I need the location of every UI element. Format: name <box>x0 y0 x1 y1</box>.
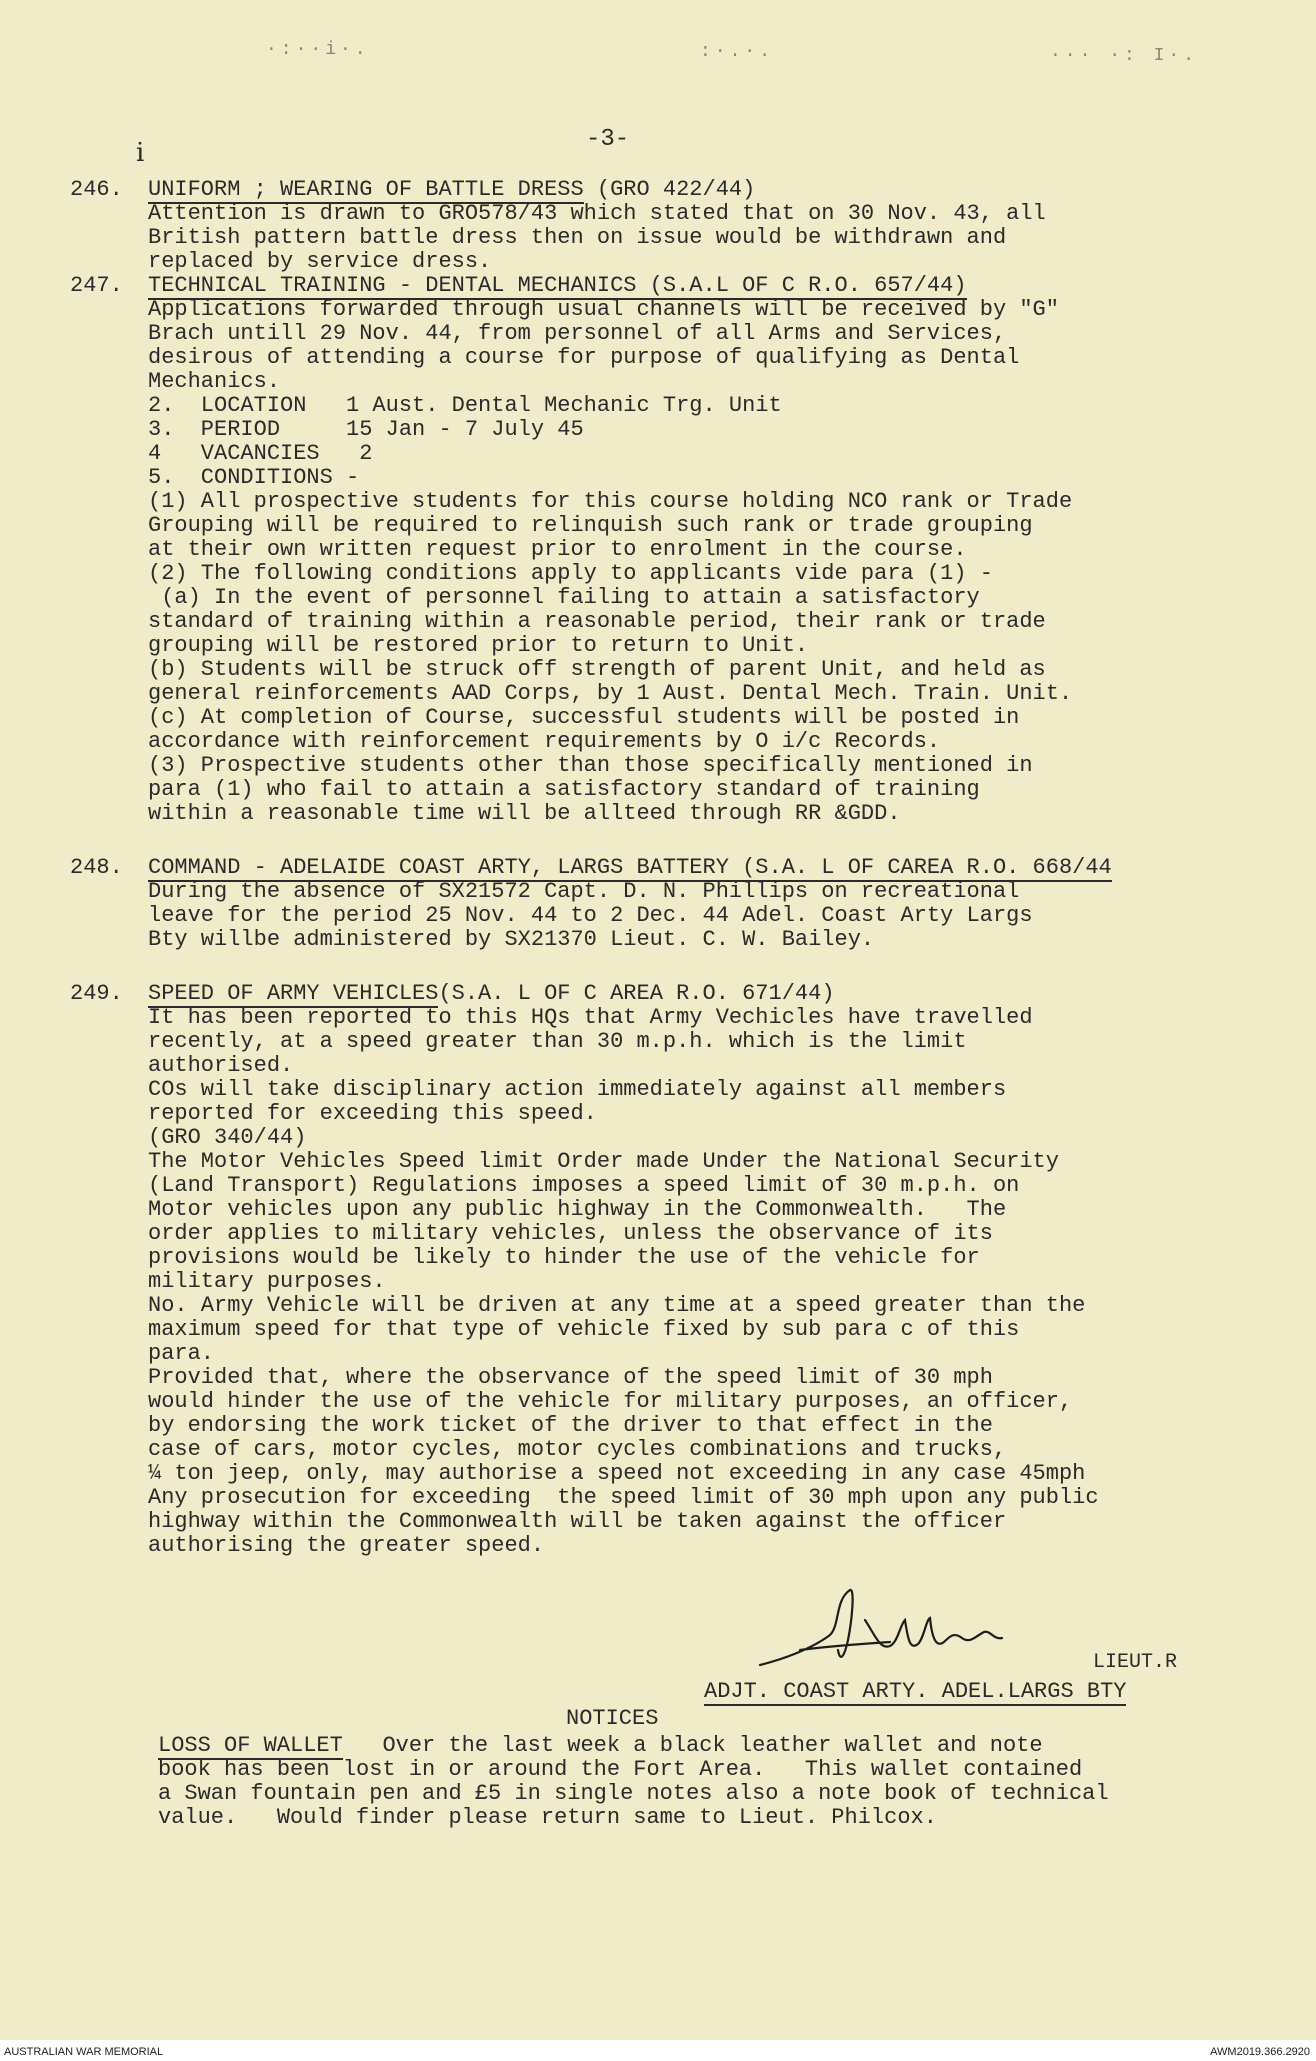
body-line: maximum speed for that type of vehicle fixed by sub para c of this <box>148 1317 1020 1342</box>
body-line: 3. PERIOD 15 Jan - 7 July 45 <box>148 417 584 442</box>
order-number-248: 248. <box>70 855 123 880</box>
body-line: Brach untill 29 Nov. 44, from personnel of all Arms and Services, <box>148 321 1007 346</box>
archive-footer <box>0 2046 1316 2061</box>
body-line: authorised. <box>148 1053 294 1078</box>
body-line: (c) At completion of Course, successful students will be posted in <box>148 705 1020 730</box>
order-title-246 <box>148 178 755 202</box>
body-line: by endorsing the work ticket of the driver to that effect in the <box>148 1413 993 1438</box>
footer-institution: AUSTRALIAN WAR MEMORIAL <box>4 2046 164 2058</box>
body-line: 4 VACANCIES 2 <box>148 441 373 466</box>
order-title-text: COMMAND - ADELAIDE COAST ARTY, LARGS BATTERY (S.A. L OF CAREA R.O. 668/44 <box>148 855 1112 880</box>
body-line: would hinder the use of the vehicle for military purposes, an officer, <box>148 1389 1073 1414</box>
order-title-247 <box>148 274 967 298</box>
body-line: ¼ ton jeep, only, may authorise a speed not exceeding in any case 45mph <box>148 1461 1086 1486</box>
notice-line: book has been lost in or around the Fort Area. This wallet contained <box>158 1757 1083 1782</box>
body-line: British pattern battle dress then on issue would be withdrawn and <box>148 225 1007 250</box>
body-line: Attention is drawn to GRO578/43 which stated that on 30 Nov. 43, all <box>148 201 1046 226</box>
order-title-248 <box>148 856 1112 880</box>
body-line: recently, at a speed greater than 30 m.p.h. which is the limit <box>148 1029 967 1054</box>
body-line: It has been reported to this HQs that Army Vechicles have travelled <box>148 1005 1033 1030</box>
body-line: (1) All prospective students for this course holding NCO rank or Trade <box>148 489 1073 514</box>
body-line: grouping will be restored prior to return to Unit. <box>148 633 809 658</box>
order-title-text: TECHNICAL TRAINING - DENTAL MECHANICS (S.A.L OF C R.O. 657/44) <box>148 273 967 298</box>
body-line: general reinforcements AAD Corps, by 1 Aust. Dental Mech. Train. Unit. <box>148 681 1073 706</box>
body-line: Grouping will be required to relinquish such rank or trade grouping <box>148 513 1033 538</box>
body-line: desirous of attending a course for purpose of qualifying as Dental <box>148 345 1020 370</box>
order-title-249 <box>148 982 835 1006</box>
order-ref: (S.A. L OF C AREA R.O. 671/44) <box>438 981 835 1006</box>
body-line: accordance with reinforcement requirements by O i/c Records. <box>148 729 941 754</box>
order-number-249: 249. <box>70 981 123 1006</box>
body-line: para. <box>148 1341 215 1366</box>
body-line: para (1) who fail to attain a satisfactory standard of training <box>148 777 980 802</box>
order-number-247: 247. <box>70 273 123 298</box>
body-line: military purposes. <box>148 1269 386 1294</box>
handwritten-signature <box>740 1580 1040 1680</box>
body-line: case of cars, motor cycles, motor cycles combinations and trucks, <box>148 1437 1007 1462</box>
top-smudge-1: ·:··i·. <box>266 40 370 60</box>
top-smudge-3: ··· ·: I·. <box>1050 46 1199 66</box>
body-line: (Land Transport) Regulations imposes a speed limit of 30 m.p.h. on <box>148 1173 1020 1198</box>
order-ref: (GRO 422/44) <box>583 177 756 202</box>
body-line: No. Army Vehicle will be driven at any time at a speed greater than the <box>148 1293 1086 1318</box>
body-line: Provided that, where the observance of the speed limit of 30 mph <box>148 1365 993 1390</box>
body-line: replaced by service dress. <box>148 249 492 274</box>
body-line: reported for exceeding this speed. <box>148 1101 597 1126</box>
body-line: leave for the period 25 Nov. 44 to 2 Dec. 44 Adel. Coast Arty Largs <box>148 903 1033 928</box>
body-line: (a) In the event of personnel failing to attain a satisfactory <box>148 585 980 610</box>
body-line: Any prosecution for exceeding the speed limit of 30 mph upon any public <box>148 1485 1099 1510</box>
top-smudge-2: :·.·. <box>700 42 775 62</box>
notice-item-title: LOSS OF WALLET <box>158 1733 343 1758</box>
order-number-246: 246. <box>70 177 123 202</box>
body-line: (3) Prospective students other than those specifically mentioned in <box>148 753 1033 778</box>
body-line: order applies to military vehicles, unless the observance of its <box>148 1221 993 1246</box>
notice-line: value. Would finder please return same to Lieut. Philcox. <box>158 1805 937 1830</box>
signature-title: ADJT. COAST ARTY. ADEL.LARGS BTY <box>704 1679 1127 1704</box>
body-line: During the absence of SX21572 Capt. D. N. Phillips on recreational <box>148 879 1020 904</box>
body-line: provisions would be likely to hinder the use of the vehicle for <box>148 1245 980 1270</box>
body-line: Applications forwarded through usual channels will be received by "G" <box>148 297 1059 322</box>
order-title-text: SPEED OF ARMY VEHICLES <box>148 981 439 1006</box>
body-line: Mechanics. <box>148 369 281 394</box>
body-line: standard of training within a reasonable period, their rank or trade <box>148 609 1046 634</box>
body-line: authorising the greater speed. <box>148 1533 545 1558</box>
notices-heading: NOTICES <box>566 1706 659 1731</box>
body-line: 2. LOCATION 1 Aust. Dental Mechanic Trg. Unit <box>148 393 782 418</box>
margin-mark: i <box>136 138 145 168</box>
body-line: Bty willbe administered by SX21370 Lieut. C. W. Bailey. <box>148 927 875 952</box>
body-line: Motor vehicles upon any public highway in the Commonwealth. The <box>148 1197 1007 1222</box>
notice-line: a Swan fountain pen and £5 in single notes also a note book of technical <box>158 1781 1109 1806</box>
body-line: highway within the Commonwealth will be taken against the officer <box>148 1509 1007 1534</box>
footer-accession: AWM2019.366.2920 <box>1210 2046 1310 2058</box>
body-line: (2) The following conditions apply to applicants vide para (1) - <box>148 561 993 586</box>
body-line: at their own written request prior to enrolment in the course. <box>148 537 967 562</box>
body-line: (b) Students will be struck off strength of parent Unit, and held as <box>148 657 1046 682</box>
body-line: The Motor Vehicles Speed limit Order made Under the National Security <box>148 1149 1059 1174</box>
notice-first-line <box>158 1734 1043 1758</box>
notice-line-rest: Over the last week a black leather wallet and note <box>342 1733 1043 1758</box>
body-line: (GRO 340/44) <box>148 1125 307 1150</box>
body-line: 5. CONDITIONS - <box>148 465 360 490</box>
signature-rank: LIEUT.R <box>1093 1651 1178 1674</box>
body-line: COs will take disciplinary action immediately against all members <box>148 1077 1007 1102</box>
order-title-text: UNIFORM ; WEARING OF BATTLE DRESS <box>148 177 584 202</box>
page-number: -3- <box>586 126 630 153</box>
body-line: within a reasonable time will be allteed through RR &GDD. <box>148 801 901 826</box>
